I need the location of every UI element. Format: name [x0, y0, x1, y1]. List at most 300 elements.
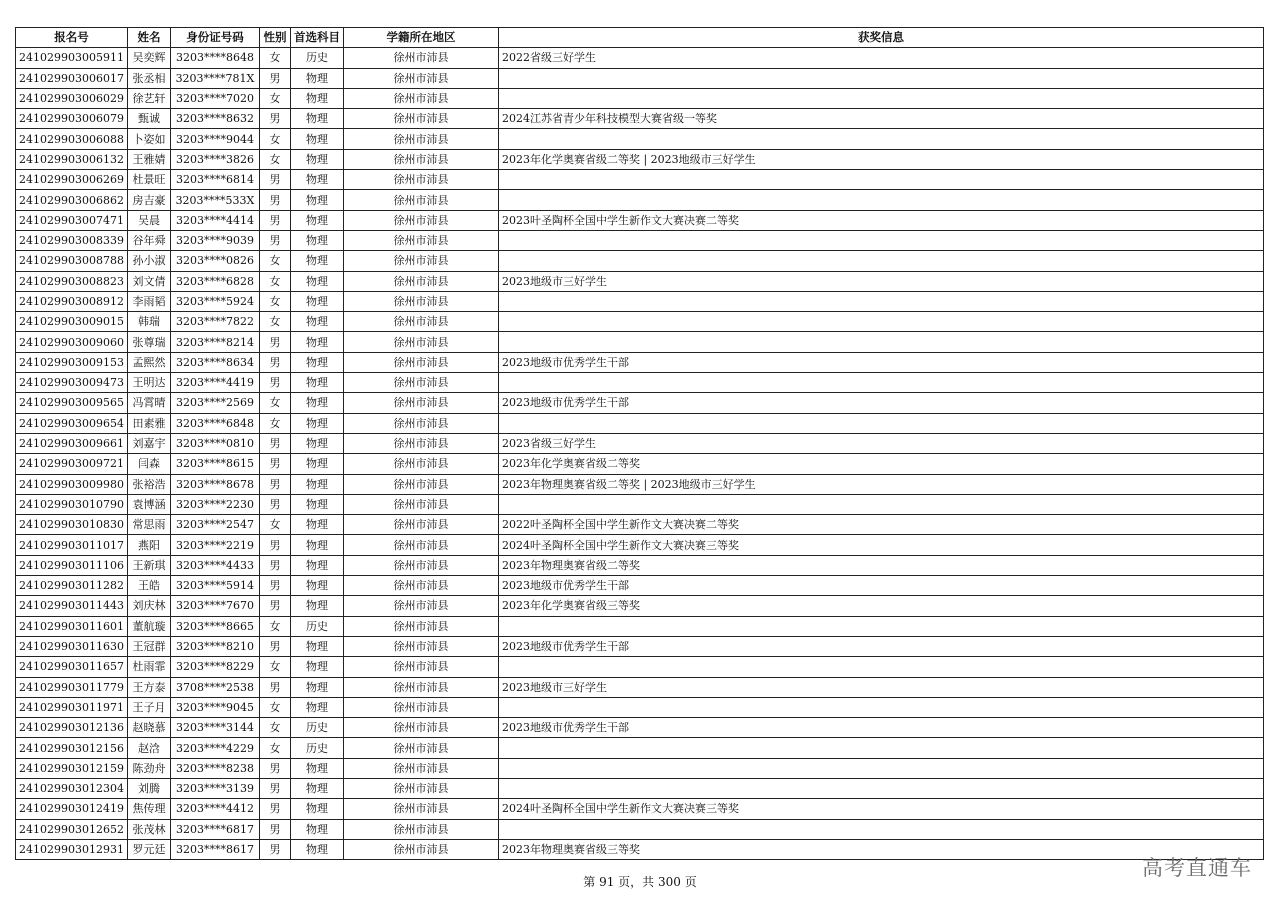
cell-school-region: 徐州市沛县: [343, 68, 498, 88]
cell-preferred-subject: 物理: [290, 839, 343, 859]
cell-award-info: [498, 697, 1263, 717]
cell-award-info: [498, 413, 1263, 433]
cell-gender: 女: [259, 657, 290, 677]
cell-award-info: [498, 819, 1263, 839]
cell-award-info: 2023地级市优秀学生干部: [498, 718, 1263, 738]
cell-school-region: 徐州市沛县: [343, 515, 498, 535]
cell-id-number: 3203****7822: [170, 312, 259, 332]
table-row: [16, 332, 1264, 352]
cell-registration-number: 241029903011443: [16, 596, 128, 616]
cell-preferred-subject: 物理: [290, 373, 343, 393]
cell-id-number: 3203****4419: [170, 373, 259, 393]
cell-award-info: 2024叶圣陶杯全国中学生新作文大赛决赛三等奖: [498, 799, 1263, 819]
cell-registration-number: 241029903011779: [16, 677, 128, 697]
cell-award-info: 2022省级三好学生: [498, 48, 1263, 68]
cell-school-region: 徐州市沛县: [343, 758, 498, 778]
cell-preferred-subject: 物理: [290, 271, 343, 291]
cell-preferred-subject: 物理: [290, 535, 343, 555]
cell-id-number: 3203****9039: [170, 230, 259, 250]
cell-school-region: 徐州市沛县: [343, 454, 498, 474]
header-id-number: 身份证号码: [170, 28, 259, 48]
cell-id-number: 3203****8238: [170, 758, 259, 778]
cell-name: 闫森: [127, 454, 170, 474]
cell-id-number: 3203****4433: [170, 555, 259, 575]
cell-id-number: 3203****3826: [170, 149, 259, 169]
cell-name: 孙小淑: [127, 251, 170, 271]
cell-school-region: 徐州市沛县: [343, 271, 498, 291]
cell-registration-number: 241029903009060: [16, 332, 128, 352]
cell-gender: 女: [259, 515, 290, 535]
cell-name: 孟熙然: [127, 352, 170, 372]
cell-registration-number: 241029903009153: [16, 352, 128, 372]
cell-name: 王皓: [127, 576, 170, 596]
cell-school-region: 徐州市沛县: [343, 494, 498, 514]
cell-award-info: 2023地级市三好学生: [498, 271, 1263, 291]
table-row: [16, 373, 1264, 393]
table-row: [16, 271, 1264, 291]
cell-award-info: [498, 657, 1263, 677]
cell-preferred-subject: 物理: [290, 515, 343, 535]
cell-gender: 男: [259, 109, 290, 129]
table-row: [16, 190, 1264, 210]
cell-preferred-subject: 历史: [290, 718, 343, 738]
cell-registration-number: 241029903009980: [16, 474, 128, 494]
header-school-region: 学籍所在地区: [343, 28, 498, 48]
cell-id-number: 3203****0810: [170, 433, 259, 453]
cell-preferred-subject: 物理: [290, 149, 343, 169]
cell-gender: 女: [259, 697, 290, 717]
cell-gender: 男: [259, 474, 290, 494]
cell-gender: 女: [259, 48, 290, 68]
cell-preferred-subject: 物理: [290, 636, 343, 656]
cell-school-region: 徐州市沛县: [343, 352, 498, 372]
cell-id-number: 3203****4412: [170, 799, 259, 819]
cell-school-region: 徐州市沛县: [343, 657, 498, 677]
table-row: [16, 839, 1264, 859]
cell-school-region: 徐州市沛县: [343, 718, 498, 738]
cell-gender: 女: [259, 393, 290, 413]
table-row: [16, 677, 1264, 697]
cell-id-number: 3203****5914: [170, 576, 259, 596]
cell-gender: 男: [259, 433, 290, 453]
cell-registration-number: 241029903011017: [16, 535, 128, 555]
cell-registration-number: 241029903006088: [16, 129, 128, 149]
cell-registration-number: 241029903008912: [16, 291, 128, 311]
cell-award-info: 2023年物理奥赛省级三等奖: [498, 839, 1263, 859]
cell-award-info: [498, 494, 1263, 514]
cell-name: 张尊瑞: [127, 332, 170, 352]
cell-preferred-subject: 物理: [290, 88, 343, 108]
table-row: [16, 738, 1264, 758]
cell-preferred-subject: 物理: [290, 799, 343, 819]
cell-id-number: 3203****8634: [170, 352, 259, 372]
cell-preferred-subject: 物理: [290, 555, 343, 575]
cell-id-number: 3203****3139: [170, 778, 259, 798]
cell-id-number: 3203****3144: [170, 718, 259, 738]
cell-name: 刘腾: [127, 778, 170, 798]
cell-school-region: 徐州市沛县: [343, 373, 498, 393]
cell-registration-number: 241029903011657: [16, 657, 128, 677]
cell-award-info: 2023年化学奥赛省级二等奖 | 2023地级市三好学生: [498, 149, 1263, 169]
cell-award-info: [498, 230, 1263, 250]
cell-id-number: 3203****4229: [170, 738, 259, 758]
cell-registration-number: 241029903006269: [16, 170, 128, 190]
cell-preferred-subject: 物理: [290, 210, 343, 230]
cell-preferred-subject: 物理: [290, 230, 343, 250]
table-row: [16, 819, 1264, 839]
cell-name: 王冠群: [127, 636, 170, 656]
cell-registration-number: 241029903012419: [16, 799, 128, 819]
cell-name: 甄诚: [127, 109, 170, 129]
header-award-info: 获奖信息: [498, 28, 1263, 48]
cell-registration-number: 241029903009015: [16, 312, 128, 332]
cell-gender: 女: [259, 251, 290, 271]
cell-name: 张茂林: [127, 819, 170, 839]
cell-id-number: 3203****7020: [170, 88, 259, 108]
cell-registration-number: 241029903012159: [16, 758, 128, 778]
cell-id-number: 3203****8214: [170, 332, 259, 352]
cell-school-region: 徐州市沛县: [343, 312, 498, 332]
cell-gender: 男: [259, 68, 290, 88]
cell-preferred-subject: 物理: [290, 393, 343, 413]
cell-id-number: 3203****2219: [170, 535, 259, 555]
table-header-row: [16, 28, 1264, 48]
cell-gender: 男: [259, 636, 290, 656]
cell-school-region: 徐州市沛县: [343, 616, 498, 636]
cell-award-info: [498, 251, 1263, 271]
cell-school-region: 徐州市沛县: [343, 697, 498, 717]
table-row: [16, 210, 1264, 230]
cell-preferred-subject: 物理: [290, 474, 343, 494]
cell-preferred-subject: 物理: [290, 778, 343, 798]
cell-gender: 男: [259, 535, 290, 555]
cell-gender: 男: [259, 799, 290, 819]
cell-id-number: 3203****4414: [170, 210, 259, 230]
cell-registration-number: 241029903012304: [16, 778, 128, 798]
table-row: [16, 149, 1264, 169]
cell-award-info: [498, 170, 1263, 190]
cell-id-number: 3203****6828: [170, 271, 259, 291]
cell-gender: 女: [259, 312, 290, 332]
cell-school-region: 徐州市沛县: [343, 210, 498, 230]
cell-gender: 女: [259, 718, 290, 738]
cell-school-region: 徐州市沛县: [343, 129, 498, 149]
cell-gender: 男: [259, 839, 290, 859]
cell-name: 张丞相: [127, 68, 170, 88]
cell-preferred-subject: 物理: [290, 129, 343, 149]
cell-registration-number: 241029903008823: [16, 271, 128, 291]
cell-id-number: 3203****8229: [170, 657, 259, 677]
table-row: [16, 413, 1264, 433]
table-row: [16, 555, 1264, 575]
cell-id-number: 3203****533X: [170, 190, 259, 210]
cell-school-region: 徐州市沛县: [343, 393, 498, 413]
cell-preferred-subject: 物理: [290, 758, 343, 778]
cell-preferred-subject: 物理: [290, 251, 343, 271]
cell-preferred-subject: 物理: [290, 68, 343, 88]
cell-school-region: 徐州市沛县: [343, 636, 498, 656]
cell-name: 房吉豪: [127, 190, 170, 210]
cell-school-region: 徐州市沛县: [343, 819, 498, 839]
cell-name: 刘嘉宇: [127, 433, 170, 453]
cell-preferred-subject: 历史: [290, 616, 343, 636]
cell-name: 焦传理: [127, 799, 170, 819]
table-row: [16, 474, 1264, 494]
cell-school-region: 徐州市沛县: [343, 555, 498, 575]
cell-preferred-subject: 物理: [290, 494, 343, 514]
cell-registration-number: 241029903012136: [16, 718, 128, 738]
cell-award-info: 2023年物理奥赛省级二等奖 | 2023地级市三好学生: [498, 474, 1263, 494]
cell-registration-number: 241029903009565: [16, 393, 128, 413]
table-row: [16, 230, 1264, 250]
cell-school-region: 徐州市沛县: [343, 230, 498, 250]
cell-registration-number: 241029903012652: [16, 819, 128, 839]
cell-preferred-subject: 物理: [290, 332, 343, 352]
cell-id-number: 3708****2538: [170, 677, 259, 697]
cell-id-number: 3203****2569: [170, 393, 259, 413]
cell-id-number: 3203****7670: [170, 596, 259, 616]
cell-name: 李雨韬: [127, 291, 170, 311]
cell-gender: 女: [259, 616, 290, 636]
cell-gender: 女: [259, 271, 290, 291]
cell-preferred-subject: 物理: [290, 433, 343, 453]
cell-award-info: [498, 68, 1263, 88]
cell-name: 冯霄晴: [127, 393, 170, 413]
cell-gender: 女: [259, 88, 290, 108]
cell-registration-number: 241029903011282: [16, 576, 128, 596]
cell-registration-number: 241029903011630: [16, 636, 128, 656]
table-row: [16, 535, 1264, 555]
page-number: 第 91 页，共 300 页: [583, 875, 697, 889]
cell-registration-number: 241029903011106: [16, 555, 128, 575]
cell-name: 赵浛: [127, 738, 170, 758]
cell-award-info: 2023地级市三好学生: [498, 677, 1263, 697]
cell-id-number: 3203****8632: [170, 109, 259, 129]
cell-id-number: 3203****9044: [170, 129, 259, 149]
cell-gender: 男: [259, 230, 290, 250]
cell-award-info: [498, 332, 1263, 352]
table-row: [16, 778, 1264, 798]
cell-award-info: 2022叶圣陶杯全国中学生新作文大赛决赛二等奖: [498, 515, 1263, 535]
cell-name: 董航璇: [127, 616, 170, 636]
cell-school-region: 徐州市沛县: [343, 474, 498, 494]
cell-name: 吴晨: [127, 210, 170, 230]
cell-school-region: 徐州市沛县: [343, 48, 498, 68]
cell-gender: 女: [259, 291, 290, 311]
cell-gender: 男: [259, 352, 290, 372]
cell-award-info: 2023地级市优秀学生干部: [498, 636, 1263, 656]
cell-registration-number: 241029903006132: [16, 149, 128, 169]
cell-id-number: 3203****2230: [170, 494, 259, 514]
cell-award-info: 2023年化学奥赛省级三等奖: [498, 596, 1263, 616]
cell-school-region: 徐州市沛县: [343, 149, 498, 169]
cell-gender: 男: [259, 555, 290, 575]
cell-name: 韩瑞: [127, 312, 170, 332]
cell-name: 燕阳: [127, 535, 170, 555]
table-row: [16, 697, 1264, 717]
table-row: [16, 88, 1264, 108]
cell-registration-number: 241029903011601: [16, 616, 128, 636]
cell-name: 吴奕辉: [127, 48, 170, 68]
cell-id-number: 3203****8648: [170, 48, 259, 68]
cell-preferred-subject: 历史: [290, 48, 343, 68]
table-row: [16, 799, 1264, 819]
cell-award-info: 2023地级市优秀学生干部: [498, 576, 1263, 596]
cell-preferred-subject: 物理: [290, 190, 343, 210]
cell-id-number: 3203****9045: [170, 697, 259, 717]
cell-award-info: 2023地级市优秀学生干部: [498, 393, 1263, 413]
cell-registration-number: 241029903005911: [16, 48, 128, 68]
header-registration-number: 报名号: [16, 28, 128, 48]
table-row: [16, 596, 1264, 616]
cell-gender: 女: [259, 738, 290, 758]
cell-award-info: [498, 291, 1263, 311]
cell-registration-number: 241029903008339: [16, 230, 128, 250]
cell-gender: 男: [259, 210, 290, 230]
cell-school-region: 徐州市沛县: [343, 576, 498, 596]
cell-registration-number: 241029903006017: [16, 68, 128, 88]
table-row: [16, 109, 1264, 129]
cell-school-region: 徐州市沛县: [343, 190, 498, 210]
table-row: [16, 393, 1264, 413]
cell-award-info: [498, 88, 1263, 108]
cell-school-region: 徐州市沛县: [343, 677, 498, 697]
cell-id-number: 3203****8615: [170, 454, 259, 474]
cell-id-number: 3203****2547: [170, 515, 259, 535]
cell-gender: 女: [259, 129, 290, 149]
table-row: [16, 312, 1264, 332]
cell-preferred-subject: 物理: [290, 170, 343, 190]
cell-name: 赵晓慕: [127, 718, 170, 738]
cell-id-number: 3203****6848: [170, 413, 259, 433]
cell-registration-number: 241029903006029: [16, 88, 128, 108]
cell-preferred-subject: 物理: [290, 291, 343, 311]
table-row: [16, 68, 1264, 88]
cell-name: 田素雅: [127, 413, 170, 433]
table-row: [16, 657, 1264, 677]
cell-preferred-subject: 物理: [290, 657, 343, 677]
table-row: [16, 129, 1264, 149]
cell-gender: 男: [259, 576, 290, 596]
table-row: [16, 636, 1264, 656]
cell-id-number: 3203****8617: [170, 839, 259, 859]
cell-gender: 男: [259, 758, 290, 778]
cell-award-info: [498, 129, 1263, 149]
cell-award-info: 2023叶圣陶杯全国中学生新作文大赛决赛二等奖: [498, 210, 1263, 230]
cell-id-number: 3203****6814: [170, 170, 259, 190]
cell-id-number: 3203****6817: [170, 819, 259, 839]
table-row: [16, 352, 1264, 372]
cell-gender: 男: [259, 677, 290, 697]
cell-id-number: 3203****781X: [170, 68, 259, 88]
cell-name: 罗元廷: [127, 839, 170, 859]
cell-name: 王子月: [127, 697, 170, 717]
cell-award-info: [498, 616, 1263, 636]
cell-school-region: 徐州市沛县: [343, 413, 498, 433]
cell-registration-number: 241029903011971: [16, 697, 128, 717]
header-name: 姓名: [127, 28, 170, 48]
cell-preferred-subject: 物理: [290, 454, 343, 474]
cell-name: 张裕浩: [127, 474, 170, 494]
cell-school-region: 徐州市沛县: [343, 839, 498, 859]
header-gender: 性别: [259, 28, 290, 48]
cell-preferred-subject: 历史: [290, 738, 343, 758]
cell-name: 王新琪: [127, 555, 170, 575]
cell-id-number: 3203****8678: [170, 474, 259, 494]
cell-name: 王明达: [127, 373, 170, 393]
table-row: [16, 758, 1264, 778]
cell-preferred-subject: 物理: [290, 819, 343, 839]
cell-school-region: 徐州市沛县: [343, 535, 498, 555]
cell-award-info: 2024江苏省青少年科技模型大赛省级一等奖: [498, 109, 1263, 129]
cell-id-number: 3203****8210: [170, 636, 259, 656]
cell-school-region: 徐州市沛县: [343, 332, 498, 352]
awards-table: [15, 27, 1264, 860]
cell-preferred-subject: 物理: [290, 576, 343, 596]
cell-preferred-subject: 物理: [290, 352, 343, 372]
cell-registration-number: 241029903009661: [16, 433, 128, 453]
cell-name: 徐艺轩: [127, 88, 170, 108]
cell-gender: 男: [259, 170, 290, 190]
table-row: [16, 251, 1264, 271]
cell-registration-number: 241029903009473: [16, 373, 128, 393]
cell-school-region: 徐州市沛县: [343, 778, 498, 798]
cell-registration-number: 241029903010830: [16, 515, 128, 535]
table-row: [16, 515, 1264, 535]
cell-gender: 女: [259, 413, 290, 433]
cell-gender: 男: [259, 778, 290, 798]
cell-award-info: [498, 778, 1263, 798]
cell-registration-number: 241029903006862: [16, 190, 128, 210]
cell-preferred-subject: 物理: [290, 596, 343, 616]
cell-registration-number: 241029903006079: [16, 109, 128, 129]
watermark-logo: 高考直通车: [1142, 856, 1252, 880]
cell-registration-number: 241029903010790: [16, 494, 128, 514]
cell-gender: 女: [259, 149, 290, 169]
cell-award-info: [498, 758, 1263, 778]
cell-name: 袁博涵: [127, 494, 170, 514]
cell-gender: 男: [259, 373, 290, 393]
table-row: [16, 616, 1264, 636]
cell-award-info: [498, 312, 1263, 332]
cell-name: 常思雨: [127, 515, 170, 535]
cell-school-region: 徐州市沛县: [343, 291, 498, 311]
cell-registration-number: 241029903007471: [16, 210, 128, 230]
cell-preferred-subject: 物理: [290, 413, 343, 433]
table-row: [16, 170, 1264, 190]
cell-gender: 男: [259, 190, 290, 210]
table-row: [16, 576, 1264, 596]
cell-award-info: [498, 373, 1263, 393]
cell-award-info: [498, 190, 1263, 210]
cell-preferred-subject: 物理: [290, 677, 343, 697]
cell-school-region: 徐州市沛县: [343, 799, 498, 819]
cell-gender: 男: [259, 494, 290, 514]
cell-award-info: 2023省级三好学生: [498, 433, 1263, 453]
table-row: [16, 454, 1264, 474]
cell-preferred-subject: 物理: [290, 312, 343, 332]
cell-registration-number: 241029903012931: [16, 839, 128, 859]
cell-name: 王雅婧: [127, 149, 170, 169]
table-body: [16, 48, 1264, 860]
cell-preferred-subject: 物理: [290, 109, 343, 129]
cell-registration-number: 241029903008788: [16, 251, 128, 271]
cell-school-region: 徐州市沛县: [343, 433, 498, 453]
cell-gender: 男: [259, 332, 290, 352]
cell-name: 陈劲舟: [127, 758, 170, 778]
table-row: [16, 494, 1264, 514]
cell-name: 王方泰: [127, 677, 170, 697]
